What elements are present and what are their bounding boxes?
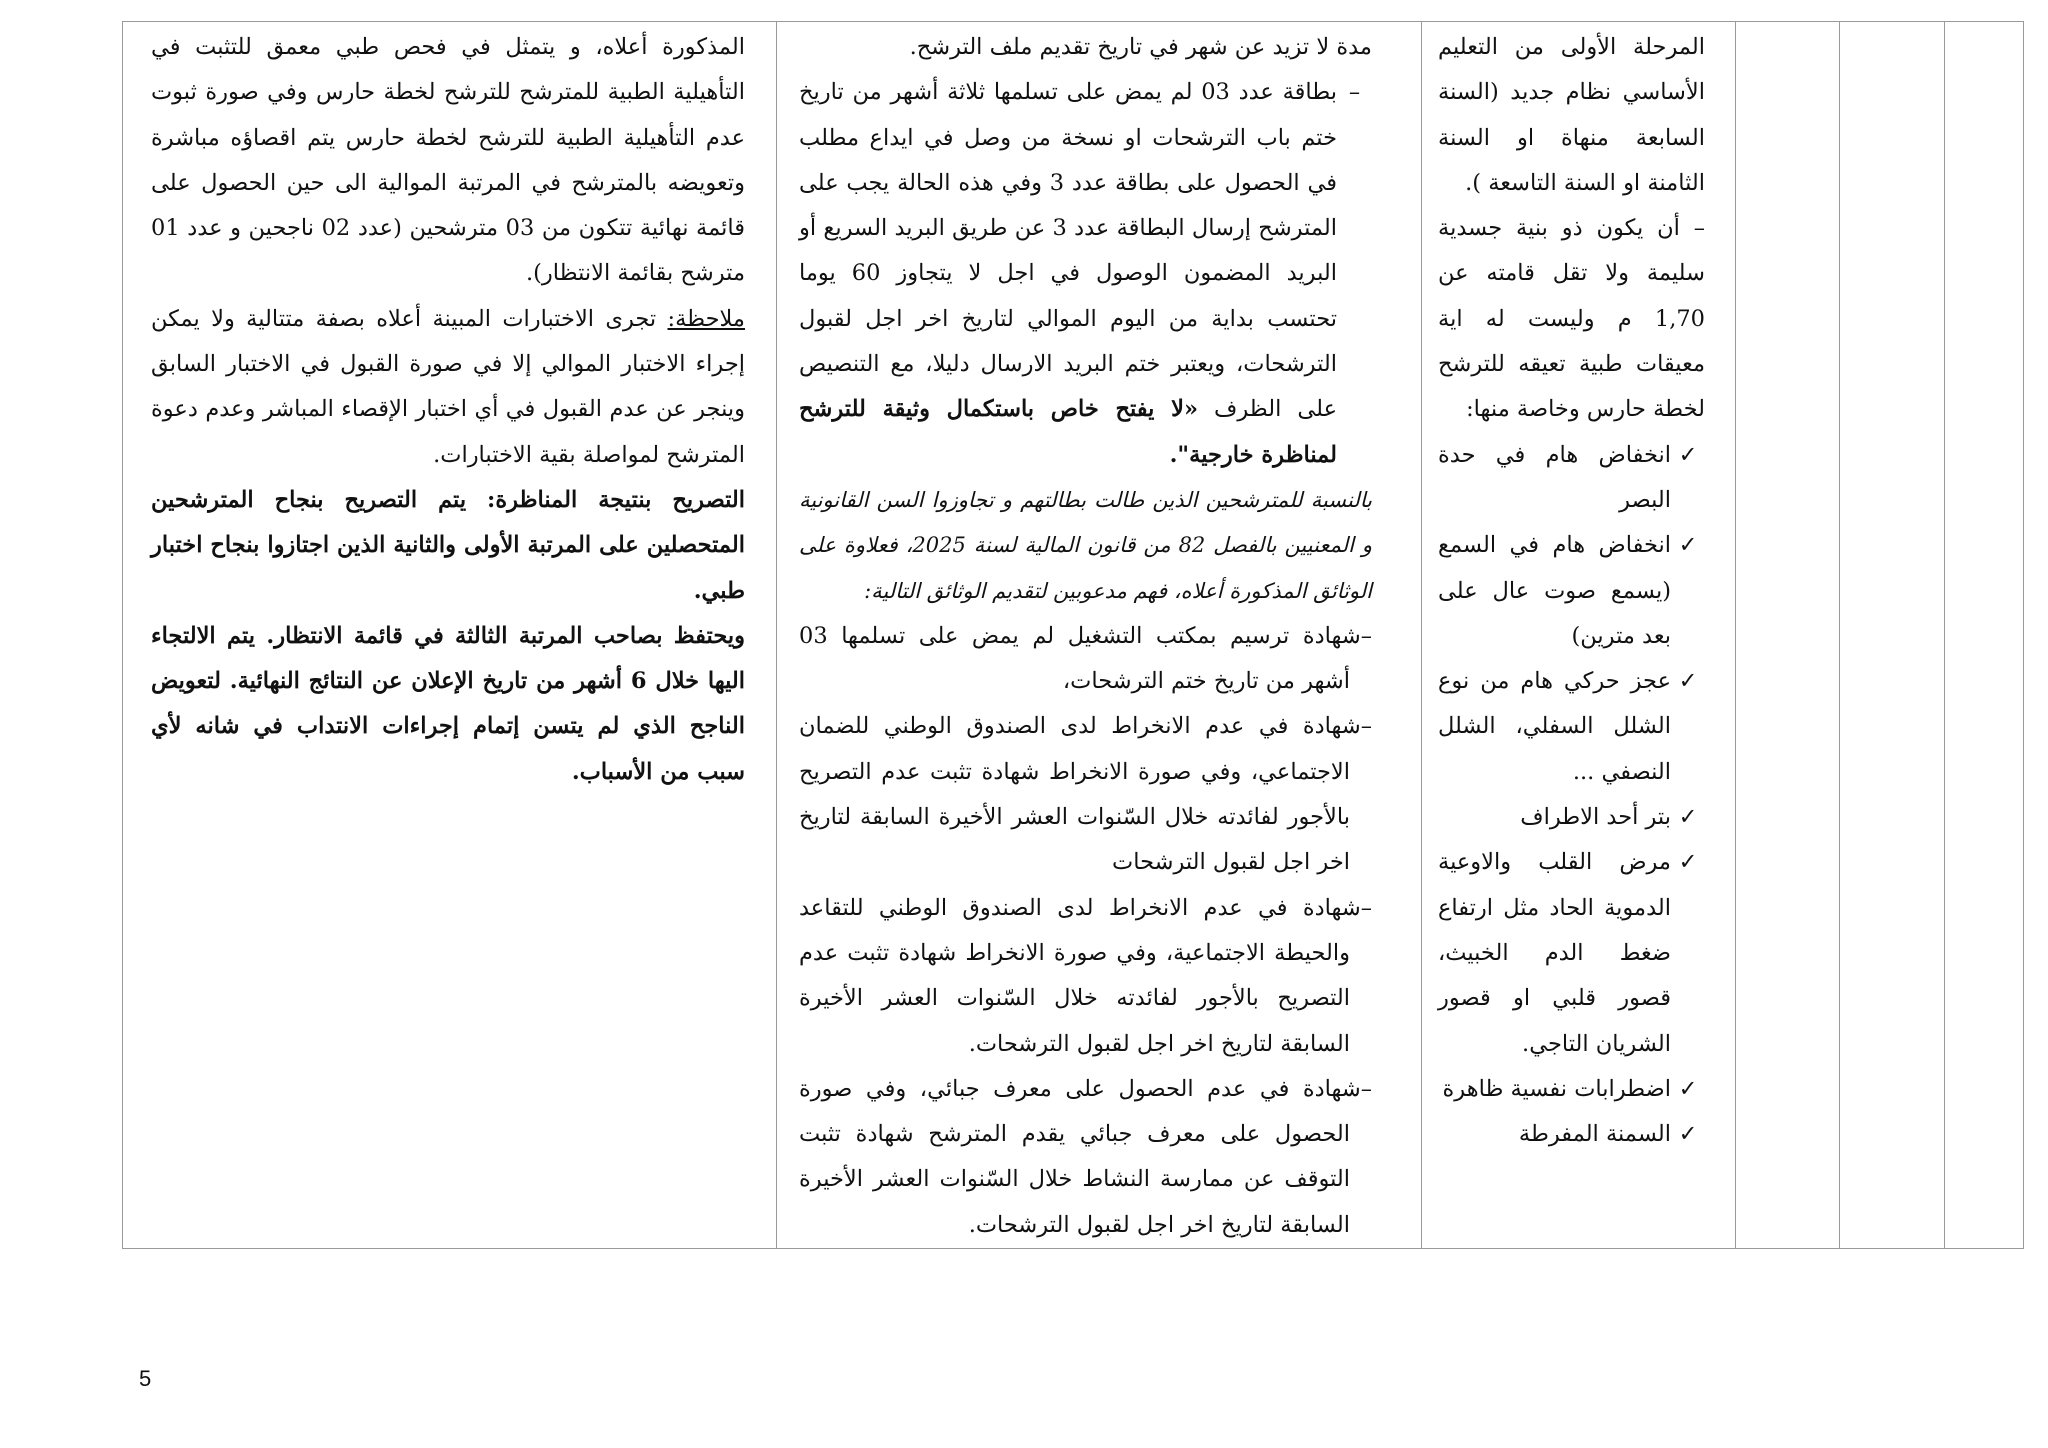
extra-doc-text: شهادة ترسيم بمكتب التشغيل لم يمض على تسلمها 03 أشهر من تاريخ ختم الترشحات، — [799, 622, 1361, 695]
list-item-text: بتر أحد الاطراف — [1520, 804, 1671, 831]
envelope-mention: «لا يفتح خاص باستكمال وثيقة للترشح لمناظرة خارجية". — [799, 396, 1337, 468]
page-number: 5 — [139, 1366, 152, 1391]
physical-condition-paragraph — [1438, 206, 1705, 432]
extra-doc-text: شهادة في عدم الحصول على معرف جبائي، وفي صورة الحصول على معرف جبائي يقدم المترشح شهادة تثبت التوقف عن ممارسة النشاط خلال السّنوات العشر الأخيرة السابقة لتاريخ اخر اجل لقبول الترشحات. — [799, 1075, 1361, 1238]
list-item-text: انخفاض هام في السمع (يسمع صوت عال على بعد مترين) — [1438, 532, 1671, 649]
list-item — [1438, 840, 1705, 1066]
disability-list — [1438, 433, 1705, 1158]
checkmark-icon: ✓ — [1678, 441, 1698, 468]
list-item — [1438, 659, 1705, 795]
file-date-paragraph: مدة لا تزيد عن شهر في تاريخ تقديم ملف الترشح. — [909, 34, 1372, 60]
note-label: ملاحظة: — [667, 305, 745, 332]
dash-bullet: – — [1693, 215, 1705, 242]
extra-doc-text: شهادة في عدم الانخراط لدى الصندوق الوطني للتقاعد والحيطة الاجتماعية، وفي صورة الانخراط شهادة تثبت عدم التصريح بالأجور لفائدته خلال السّنوات العشر الأخيرة السابقة لتاريخ اخر اجل لقبول الترشحات. — [799, 894, 1361, 1057]
education-paragraph: المرحلة الأولى من التعليم الأساسي نظام جديد (السنة السابعة منهاة او السنة الثامنة او السنة التاسعة ). — [1438, 34, 1705, 196]
note-paragraph — [151, 297, 745, 478]
dash-bullet: – — [1348, 79, 1361, 106]
dash-bullet: – — [1360, 894, 1372, 921]
empty-cell — [1736, 22, 1840, 1249]
cell-documents — [777, 22, 1422, 1249]
list-item — [1438, 795, 1705, 840]
list-item-text: عجز حركي هام من نوع الشلل السفلي، الشلل النصفي ... — [1438, 668, 1671, 785]
table-row — [123, 22, 2024, 1249]
reserve-list-paragraph: ويحتفظ بصاحب المرتبة الثالثة في قائمة الانتظار. يتم الالتجاء اليها خلال 6 أشهر من تاريخ الإعلان عن النتائج النهائية. لتعويض الناجح الذي لم يتسن إتمام إجراءات الانتداب في شانه لأي سبب من الأسباب. — [151, 622, 745, 785]
empty-cell — [1840, 22, 1945, 1249]
extra-doc-text: شهادة في عدم الانخراط لدى الصندوق الوطني للضمان الاجتماعي، وفي صورة الانخراط شهادة تثبت عدم التصريح بالأجور لفائدته خلال السّنوات العشر الأخيرة السابقة لتاريخ اخر اجل لقبول الترشحات — [799, 713, 1361, 876]
checkmark-icon: ✓ — [1678, 804, 1698, 831]
note-text: تجرى الاختبارات المبينة أعلاه بصفة متتالية ولا يمكن إجراء الاختبار الموالي إلا في صورة القبول في الاختبار السابق وينجر عن عدم القبول في أي اختبار الإقصاء المباشر وعدم دعوة المترشح لمواصلة بقية الاختبارات. — [151, 305, 745, 468]
checkmark-icon: ✓ — [1678, 849, 1698, 876]
dash-bullet: – — [1360, 622, 1372, 649]
criminal-record-text: بطاقة عدد 03 لم يمض على تسلمها ثلاثة أشهر من تاريخ ختم باب الترشحات او نسخة من وصل في ايداع مطلب في الحصول على بطاقة عدد 3 وفي هذه الحالة يجب على المترشح إرسال البطاقة عدد 3 عن طريق البريد السريع أو البريد المضمون الوصول في اجل لا يتجاوز 60 يوما تحتسب بداية من اليوم الموالي لتاريخ اخر اجل لقبول الترشحات، ويعتبر ختم البريد الارسال دليلا، مع التنصيص على الظرف — [799, 79, 1337, 423]
extra-doc-item — [799, 886, 1372, 1067]
cell-conditions — [1422, 22, 1736, 1249]
extra-doc-item — [799, 1067, 1372, 1248]
list-item-text: مرض القلب والاوعية الدموية الحاد مثل ارتفاع ضغط الدم الخبيث، قصور قلبي او قصور الشريان التاجي. — [1438, 849, 1671, 1057]
list-item — [1438, 1067, 1705, 1112]
long-unemployed-intro: بالنسبة للمترشحين الذين طالت بطالتهم و تجاوزوا السن القانونية و المعنيين بالفصل 82 من قانون المالية لسنة 2025، فعلاوة على الوثائق المذكورة أعلاه، فهم مدعوبين لتقديم الوثائق التالية: — [799, 487, 1372, 603]
criminal-record-item — [799, 70, 1372, 478]
checkmark-icon: ✓ — [1678, 1075, 1698, 1102]
medical-exam-paragraph: المذكورة أعلاه، و يتمثل في فحص طبي معمق للتثبت في التأهيلية الطبية للمترشح للترشح لخطة حارس وفي صورة ثبوت عدم التأهيلية الطبية للترشح لخطة حارس يتم اقصاؤه مباشرة وتعويضه بالمترشح في المرتبة الموالية الى حين الحصول على قائمة نهائية تتكون من 03 مترشحين (عدد 02 ناجحين و عدد 01 مترشح بقائمة الانتظار). — [151, 34, 745, 287]
list-item — [1438, 1112, 1705, 1157]
list-item-text: اضطرابات نفسية ظاهرة — [1442, 1075, 1671, 1102]
list-item-text: انخفاض هام في حدة البصر — [1438, 441, 1671, 513]
document-table — [122, 21, 2024, 1249]
checkmark-icon: ✓ — [1678, 532, 1698, 559]
list-item — [1438, 523, 1705, 659]
checkmark-icon: ✓ — [1678, 668, 1698, 695]
extra-doc-item — [799, 614, 1372, 705]
empty-cell — [1945, 22, 2024, 1249]
physical-condition-text: أن يكون ذو بنية جسدية سليمة ولا تقل قامته عن 1,70 م وليست له اية معيقات طبية تعيقه للترشح لخطة حارس وخاصة منها: — [1438, 215, 1705, 423]
dash-bullet: – — [1360, 1075, 1372, 1102]
results-declaration: التصريح بنتيجة المناظرة: يتم التصريح بنجاح المترشحين المتحصلين على المرتبة الأولى والثانية الذين اجتازوا بنجاح اختبار طبي. — [151, 486, 745, 604]
checkmark-icon: ✓ — [1678, 1121, 1698, 1148]
cell-procedure — [123, 22, 777, 1249]
dash-bullet: – — [1360, 713, 1372, 740]
list-item — [1438, 433, 1705, 524]
extra-doc-item — [799, 704, 1372, 885]
list-item-text: السمنة المفرطة — [1518, 1121, 1671, 1148]
